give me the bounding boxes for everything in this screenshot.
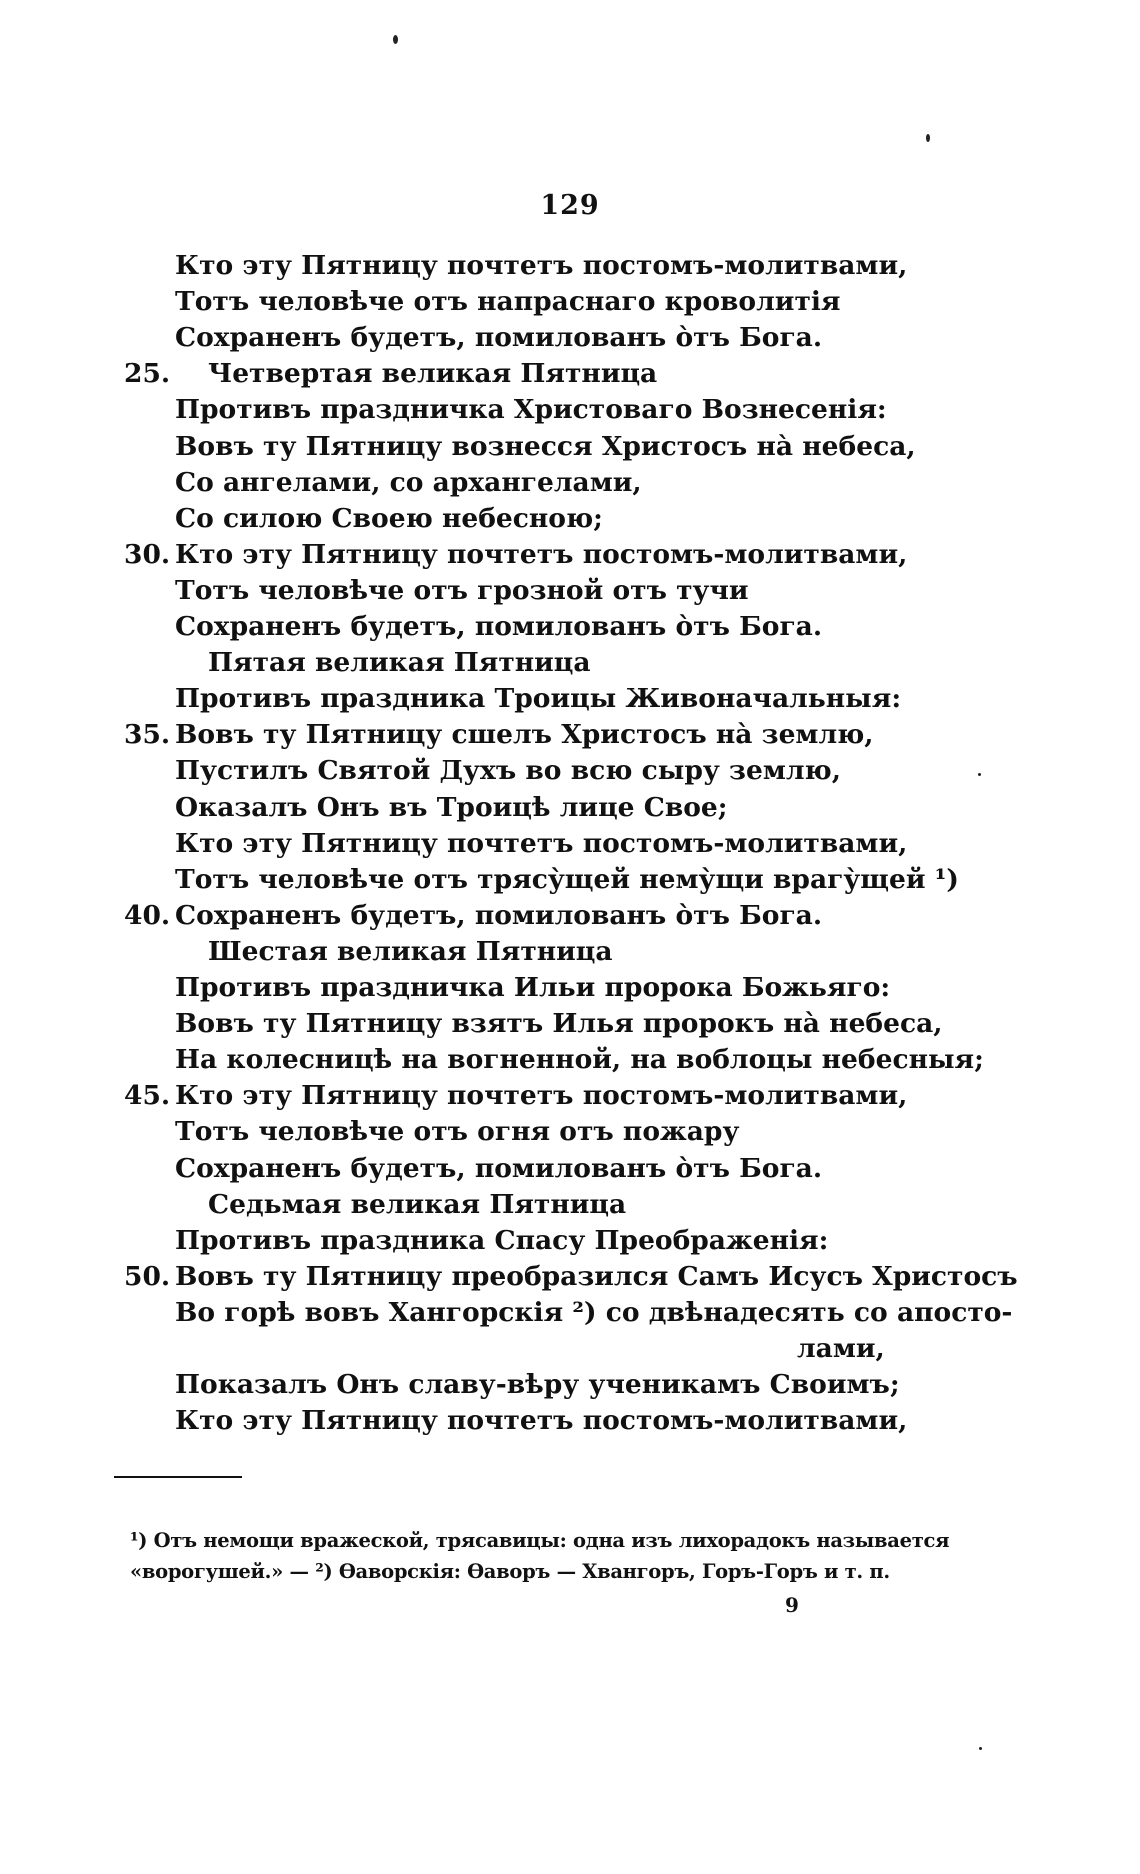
verse-text: Сохраненъ будетъ, помилованъ о̀тъ Бога. [175, 899, 823, 931]
verse-text: Во горѣ вовъ Хангорскія ²) со двѣнадесять со апосто- [175, 1296, 1013, 1328]
verse-text: Показалъ Онъ славу-вѣру ученикамъ Своимъ; [175, 1369, 900, 1401]
verse-line [0, 862, 1140, 898]
verse-text: Со силою Своею небесною; [175, 502, 603, 534]
verse-text: Вовъ ту Пятницу преобразился Самъ Исусъ Христосъ [175, 1260, 1018, 1292]
verse-line [0, 1223, 1140, 1259]
verse-text: Вовъ ту Пятницу взятъ Илья пророкъ на̀ небеса, [175, 1008, 943, 1040]
verse-text: Сохраненъ будетъ, помилованъ о̀тъ Бога. [175, 322, 823, 354]
verse-text: Противъ праздничка Христоваго Вознесенія: [175, 394, 887, 426]
verse-line [0, 392, 1140, 428]
section-heading-line [0, 934, 1140, 970]
verse-line [0, 1114, 1140, 1150]
line-number: 35. [124, 719, 171, 751]
footnote-2: «ворогушей.» — ²) Ѳаворскія: Ѳаворъ — Хвангоръ, Горъ-Горъ и т. п. [130, 1560, 890, 1583]
footnote-divider [114, 1476, 242, 1478]
verse-text: Противъ праздничка Ильи пророка Божьяго: [175, 972, 891, 1003]
verse-text: Кто эту Пятницу почтетъ постомъ-молитвами, [175, 1405, 908, 1437]
verse-text: Тотъ человѣче отъ огня отъ пожару [175, 1116, 740, 1148]
verse-line [0, 1151, 1140, 1187]
verse-text: Противъ праздника Троицы Живоначальныя: [175, 683, 902, 715]
verse-text: Кто эту Пятницу почтетъ постомъ-молитвами, [175, 827, 908, 859]
verse-line [0, 1006, 1140, 1042]
verse-text: Четвертая великая Пятница [208, 358, 658, 390]
section-heading-line [0, 1187, 1140, 1223]
verse-text: Пустилъ Святой Духъ во всю сыру землю, [175, 755, 841, 787]
verse-line [0, 429, 1140, 465]
line-number: 45. [124, 1080, 171, 1112]
verse-text: Тотъ человѣче отъ грозной отъ тучи [175, 574, 749, 606]
ink-speck [978, 773, 981, 776]
verse-text: Кто эту Пятницу почтетъ постомъ-молитвами, [175, 1080, 908, 1112]
page-number: 129 [540, 190, 600, 221]
line-number: 25. [124, 358, 171, 390]
verse-line [0, 1078, 1140, 1114]
verse-text: Тотъ человѣче отъ напраснаго кроволитія [175, 286, 841, 318]
verse-line [0, 681, 1140, 717]
verse-line [0, 1403, 1140, 1439]
verse-line [0, 284, 1140, 320]
verse-line [0, 970, 1140, 1006]
verse-text: Сохраненъ будетъ, помилованъ о̀тъ Бога. [175, 611, 823, 642]
verse-text: Оказалъ Онъ въ Троицѣ лице Свое; [175, 791, 728, 823]
footnote-1: ¹) Отъ немощи вражеской, трясавицы: одна изъ лихорадокъ называется [130, 1529, 950, 1552]
verse-text: Сохраненъ будетъ, помилованъ о̀тъ Бога. [175, 1152, 823, 1184]
verse-text: Тотъ человѣче отъ трясу̀щей нему̀щи врагу̀щей ¹) [175, 863, 959, 895]
verse-text: Кто эту Пятницу почтетъ постомъ-молитвами, [175, 250, 908, 281]
verse-line [0, 320, 1140, 356]
signature-mark: 9 [785, 1593, 799, 1617]
verse-line [0, 717, 1140, 753]
verse-text: Вовъ ту Пятницу сшелъ Христосъ на̀ землю, [175, 719, 874, 751]
line-number: 30. [124, 538, 171, 570]
verse-line [0, 1331, 1140, 1367]
verse-line [0, 537, 1140, 573]
section-heading-line [0, 356, 1140, 392]
verse-text: Вовъ ту Пятницу вознесся Христосъ на̀ небеса, [175, 430, 916, 462]
verse-text: Кто эту Пятницу почтетъ постомъ-молитвами, [175, 538, 908, 570]
verse-line [0, 790, 1140, 826]
verse-line [0, 898, 1140, 934]
verse-text: лами, [797, 1333, 885, 1364]
verse-text: На колесницѣ на вогненной, на воблоцы небесныя; [175, 1044, 984, 1076]
verse-line [0, 1295, 1140, 1331]
verse-line [0, 248, 1140, 284]
ink-speck [926, 134, 930, 142]
verse-text: Шестая великая Пятница [208, 935, 613, 967]
section-heading-line [0, 645, 1140, 681]
verse-line [0, 1367, 1140, 1403]
line-number: 40. [124, 899, 171, 931]
verse-text: Противъ праздника Спасу Преображенія: [175, 1224, 829, 1256]
verse-line [0, 609, 1140, 645]
verse-text: Пятая великая Пятница [208, 647, 591, 679]
verse-line [0, 753, 1140, 789]
verse-line [0, 465, 1140, 501]
ink-speck [393, 35, 398, 44]
verse-line [0, 1259, 1140, 1295]
verse-line [0, 826, 1140, 862]
verse-line [0, 573, 1140, 609]
verse-line [0, 501, 1140, 537]
line-number: 50. [124, 1260, 171, 1292]
verse-text: Со ангелами, со архангелами, [175, 466, 642, 498]
ink-speck [979, 1747, 982, 1750]
verse-text: Седьмая великая Пятница [208, 1188, 627, 1220]
verse-line [0, 1042, 1140, 1078]
